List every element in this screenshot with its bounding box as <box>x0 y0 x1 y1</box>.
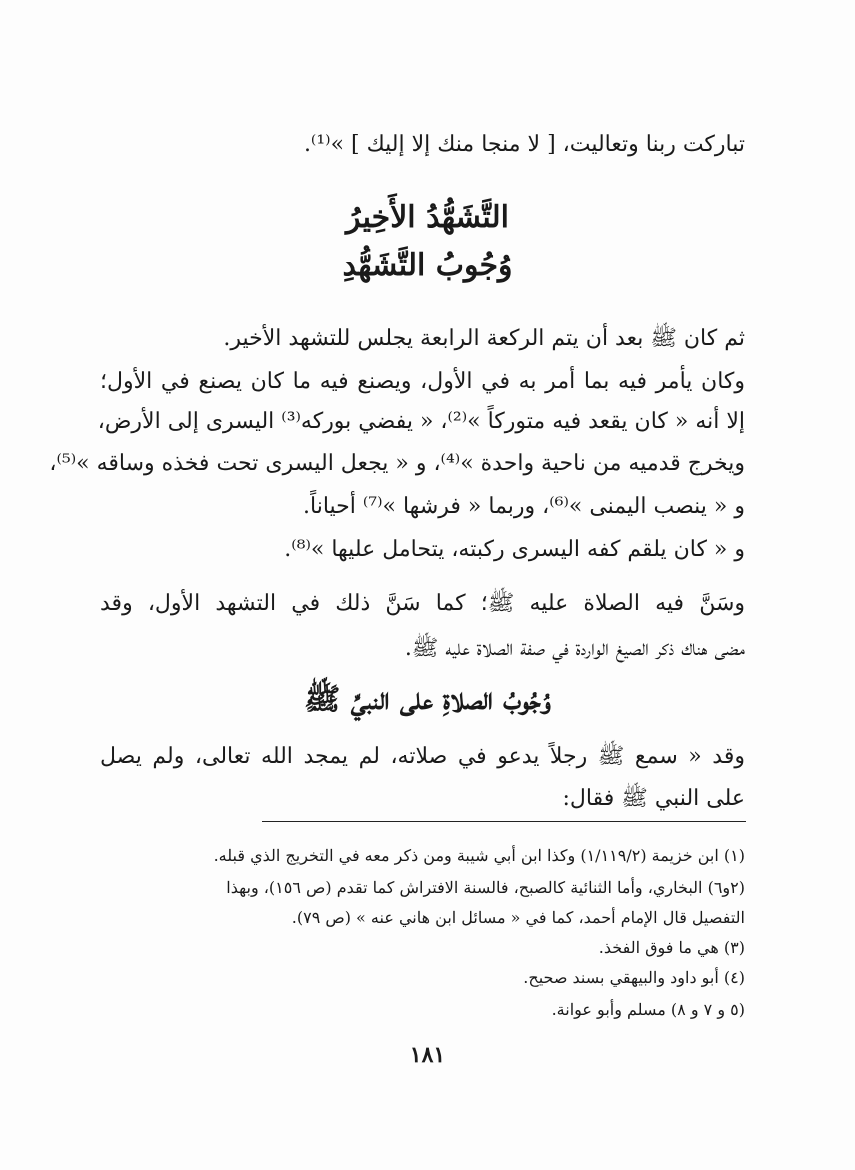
paragraph-line: إلا أنه « كان يقعد فيه متوركاً »⁽²⁾، « يفضي بوركه⁽³⁾ اليسرى إلى الأرض، <box>97 409 745 434</box>
footnote: (٢و٦) البخاري، وأما الثنائية كالصبح، فالسنة الافتراش كما تقدم (ص ١٥٦)، وبهذا <box>226 878 745 897</box>
footnote: التفصيل قال الإمام أحمد، كما في « مسائل ابن هاني عنه » (ص ٧٩). <box>291 908 745 927</box>
paragraph-line: و « كان يلقم كفه اليسرى ركبته، يتحامل عليها »⁽⁸⁾. <box>284 537 745 562</box>
opening-line: تباركت ربنا وتعاليت، [ لا منجا منك إلا إليك ] »⁽¹⁾. <box>303 132 745 157</box>
paragraph-line: وقد « سمع ﷺ رجلاً يدعو في صلاته، لم يمجد الله تعالى، ولم يصل <box>100 744 745 769</box>
footnote: (٣) هي ما فوق الفخذ. <box>598 938 745 957</box>
paragraph-line: ويخرج قدميه من ناحية واحدة »⁽⁴⁾، و « يجعل اليسرى تحت فخذه وساقه »⁽⁵⁾، <box>49 451 745 476</box>
paragraph-line: ثم كان ﷺ بعد أن يتم الركعة الرابعة يجلس للتشهد الأخير. <box>223 326 745 351</box>
heading-obligation-tashahhud: وُجُوبُ التَّشَهُّدِ <box>342 248 513 283</box>
heading-obligation-prayer-on-prophet: وُجُوبُ الصلاةِ على النبيِّ ﷺ <box>304 682 551 717</box>
footnote: (١) ابن خزيمة (١/١١٩/٢) وكذا ابن أبي شيبة ومن ذكر معه في التخريج الذي قبله. <box>213 846 745 865</box>
paragraph-line: وكان يأمر فيه بما أمر به في الأول، ويصنع فيه ما كان يصنع في الأول؛ <box>100 369 745 394</box>
heading-final-tashahhud: التَّشَهُّدُ الأَخِيرُ <box>346 200 509 235</box>
paragraph-line: و « ينصب اليمنى »⁽⁶⁾، وربما « فرشها »⁽⁷⁾ أحياناً. <box>303 494 745 519</box>
paragraph-line: وسَنَّ فيه الصلاة عليه ﷺ؛ كما سَنَّ ذلك في التشهد الأول، وقد <box>100 591 745 616</box>
page-number: ١٨١ <box>409 1042 446 1068</box>
paragraph-line: مضى هناك ذكر الصيغ الواردة في صفة الصلاة عليه ﷺ. <box>404 636 745 661</box>
paragraph-line: على النبي ﷺ فقال: <box>562 786 745 811</box>
footnote: (٤) أبو داود والبيهقي بسند صحيح. <box>523 968 745 987</box>
footnote: (٥ و ٧ و ٨) مسلم وأبو عوانة. <box>551 1000 745 1019</box>
footnote-divider <box>262 821 746 822</box>
